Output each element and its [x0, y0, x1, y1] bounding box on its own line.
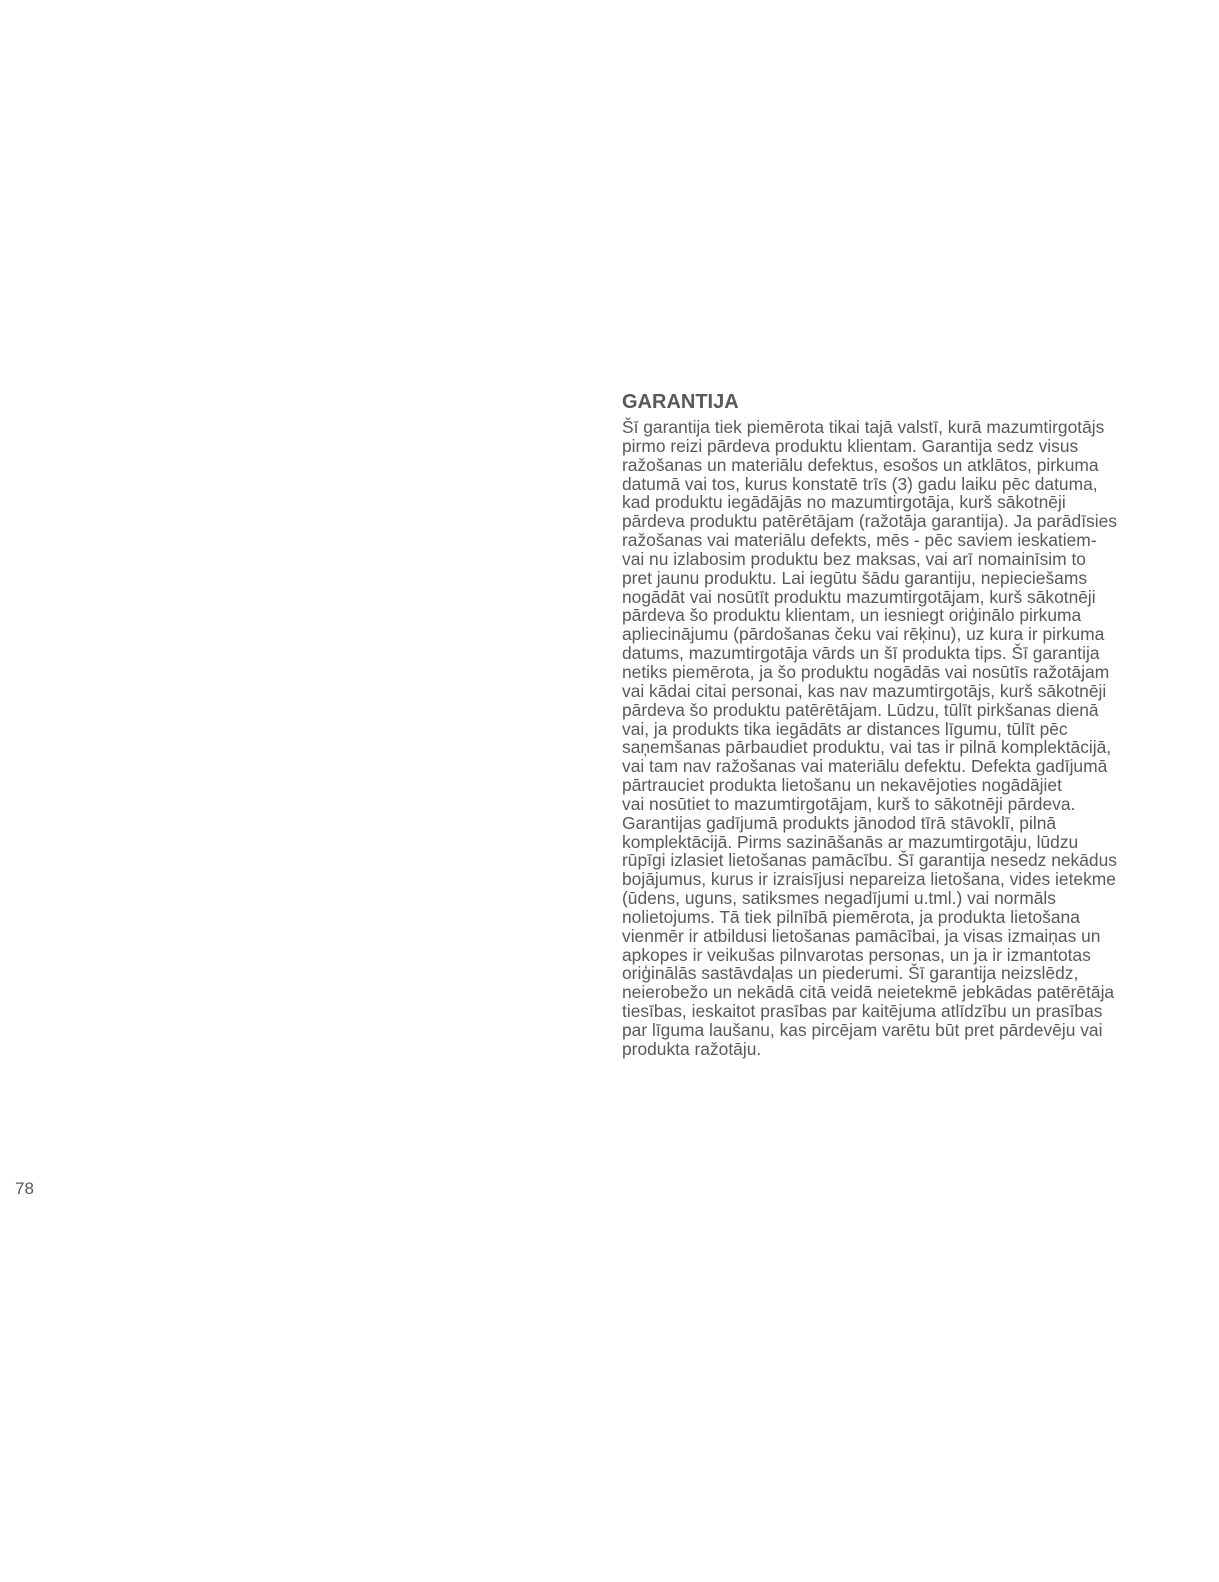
warranty-body-line: Šī garantija tiek piemērota tikai tajā valstī, kurā mazumtirgotājs	[622, 417, 1105, 437]
warranty-body-line: vai tam nav ražošanas vai materiālu defektu. Defekta gadījumā	[622, 756, 1108, 777]
warranty-body-line: apkopes ir veikušas pilnvarotas personas, un ja ir izmantotas	[622, 944, 1091, 965]
warranty-body	[622, 418, 1182, 1059]
warranty-body-line: apliecinājumu (pārdošanas čeku vai rēķinu), uz kura ir pirkuma	[622, 624, 1105, 645]
warranty-body-line: Garantijas gadījumā produkts jānodod tīrā stāvoklī, pilnā	[622, 812, 1057, 833]
warranty-body-line: netiks piemērota, ja šo produktu nogādās vai nosūtīs ražotājam	[622, 661, 1110, 682]
page-number: 78	[15, 1179, 34, 1198]
warranty-body-line: nogādāt vai nosūtīt produktu mazumtirgotājam, kurš sākotnēji	[622, 586, 1096, 607]
warranty-body-line: vienmēr ir atbildusi lietošanas pamācībai, ja visas izmaiņas un	[622, 925, 1101, 946]
warranty-body-line: pārdeva produktu patērētājam (ražotāja garantija). Ja parādīsies	[622, 511, 1117, 532]
warranty-section	[622, 390, 1182, 1059]
warranty-body-line: kad produktu iegādājās no mazumtirgotāja, kurš sākotnēji	[622, 492, 1066, 513]
warranty-body-line: ražošanas vai materiālu defekts, mēs - pēc saviem ieskatiem-	[622, 530, 1097, 551]
warranty-body-line: vai nosūtiet to mazumtirgotājam, kurš to sākotnēji pārdeva.	[622, 793, 1076, 814]
warranty-body-line: datums, mazumtirgotāja vārds un šī produkta tips. Šī garantija	[622, 643, 1100, 664]
warranty-body-line: vai, ja produkts tika iegādāts ar distances līgumu, tūlīt pēc	[622, 718, 1068, 739]
warranty-body-line: tiesības, ieskaitot prasības par kaitējuma atlīdzību un prasības	[622, 1001, 1103, 1022]
warranty-body-line: pārtrauciet produkta lietošanu un nekavējoties nogādājiet	[622, 775, 1062, 796]
warranty-body-line: oriģinālās sastāvdaļas un piederumi. Šī garantija neizslēdz,	[622, 963, 1079, 984]
warranty-body-line: (ūdens, uguns, satiksmes negadījumi u.tml.) vai normāls	[622, 888, 1056, 909]
warranty-body-line: produkta ražotāju.	[622, 1038, 762, 1059]
warranty-body-line: datumā vai tos, kurus konstatē trīs (3) gadu laiku pēc datuma,	[622, 473, 1098, 494]
warranty-body-line: par līguma laušanu, kas pircējam varētu būt pret pārdevēju vai	[622, 1020, 1103, 1040]
warranty-body-line: vai nu izlabosim produktu bez maksas, vai arī nomainīsim to	[622, 548, 1086, 569]
warranty-body-line: pārdeva šo produktu patērētājam. Lūdzu, tūlīt pirkšanas dienā	[622, 699, 1099, 720]
warranty-body-line: komplektācijā. Pirms sazināšanās ar mazumtirgotāju, lūdzu	[622, 831, 1079, 852]
warranty-body-line: neierobežo un nekādā citā veidā neietekmē jebkādas patērētāja	[622, 982, 1115, 1003]
warranty-body-line: bojājumus, kurus ir izraisījusi nepareiza lietošana, vides ietekme	[622, 869, 1116, 890]
warranty-body-line: pirmo reizi pārdeva produktu klientam. Garantija sedz visus	[622, 435, 1079, 456]
warranty-body-line: ražošanas un materiālu defektus, esošos un atklātos, pirkuma	[622, 454, 1099, 475]
warranty-heading: GARANTIJA	[622, 391, 739, 413]
warranty-body-line: nolietojums. Tā tiek pilnībā piemērota, ja produkta lietošana	[622, 906, 1080, 927]
warranty-body-line: vai kādai citai personai, kas nav mazumtirgotājs, kurš sākotnēji	[622, 680, 1107, 701]
warranty-body-line: pret jaunu produktu. Lai iegūtu šādu garantiju, nepieciešams	[622, 567, 1088, 588]
warranty-body-line: pārdeva šo produktu klientam, un iesniegt oriģinālo pirkuma	[622, 605, 1082, 626]
warranty-body-line: rūpīgi izlasiet lietošanas pamācību. Šī garantija nesedz nekādus	[622, 850, 1117, 871]
warranty-body-line: saņemšanas pārbaudiet produktu, vai tas ir pilnā komplektācijā,	[622, 737, 1112, 758]
